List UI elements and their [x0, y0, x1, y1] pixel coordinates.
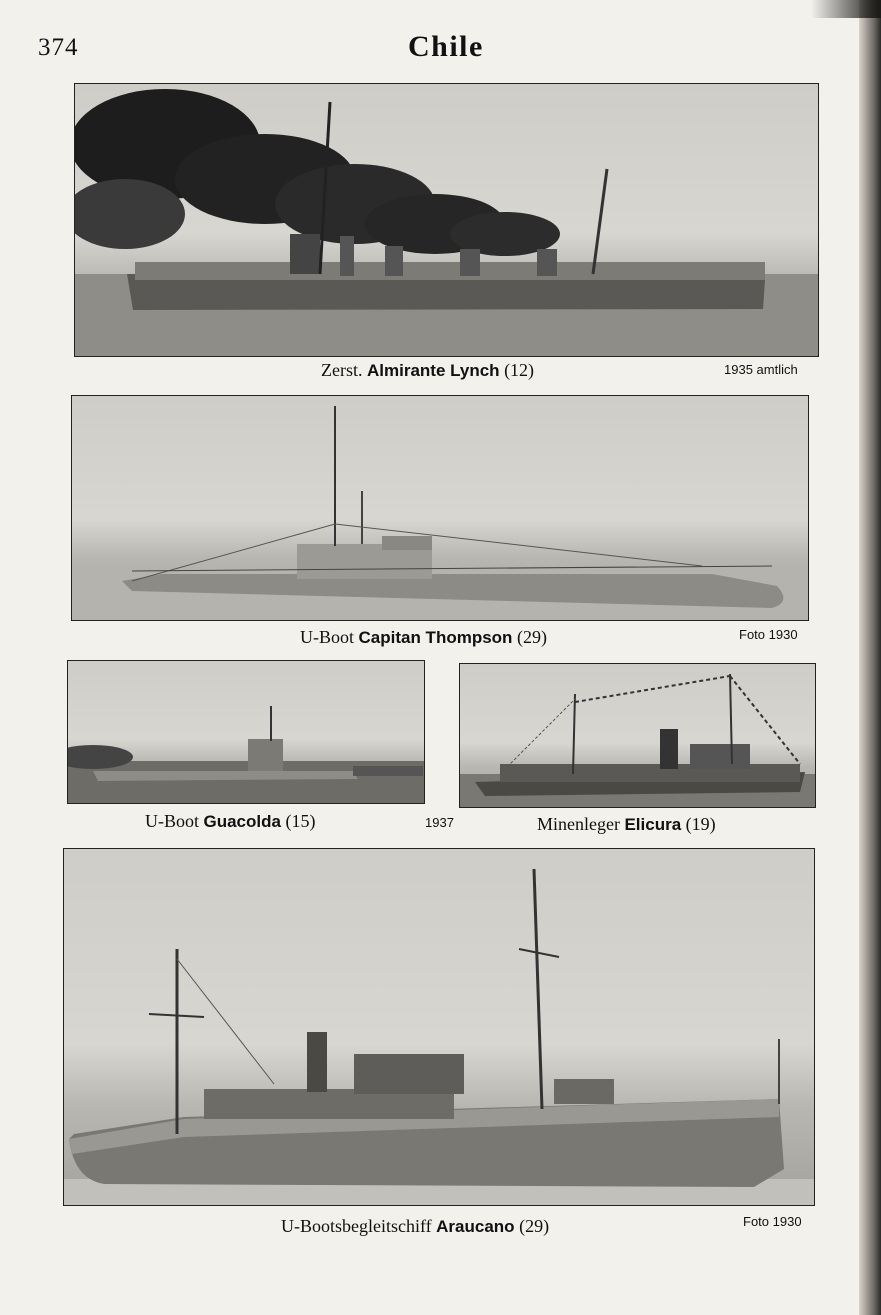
- photo-credit: 1935 amtlich: [724, 362, 798, 377]
- hull-number: (12): [504, 360, 535, 380]
- photo-minelayer-elicura: [459, 663, 816, 808]
- caption-prefix: Zerst.: [321, 360, 363, 380]
- caption-almirante-lynch: [321, 360, 534, 381]
- page-edge-shadow: [859, 0, 881, 1315]
- page-number: 374: [38, 34, 79, 61]
- ship-name: Araucano: [436, 1217, 515, 1236]
- hull-number: (15): [285, 811, 316, 831]
- caption-guacolda: [145, 811, 315, 832]
- caption-prefix: U-Boot: [300, 627, 354, 647]
- photo-destroyer-almirante-lynch: [74, 83, 819, 357]
- page-corner-shadow: [811, 0, 881, 18]
- photo-submarine-capitan-thompson: [71, 395, 809, 621]
- photo-credit: 1937: [425, 815, 454, 830]
- caption-prefix: Minenleger: [537, 814, 620, 834]
- photo-submarine-guacolda: [67, 660, 425, 804]
- ship-name: Guacolda: [203, 812, 281, 831]
- hull-number: (29): [519, 1216, 550, 1236]
- ship-name: Almirante Lynch: [366, 361, 500, 380]
- photo-tender-araucano: [63, 848, 815, 1206]
- caption-prefix: U-Boot: [145, 811, 199, 831]
- caption-capitan-thompson: [300, 627, 547, 648]
- caption-araucano: [281, 1216, 549, 1237]
- hull-number: (19): [685, 814, 716, 834]
- ship-name: Elicura: [624, 815, 682, 834]
- page-title: Chile: [408, 30, 484, 63]
- photo-credit: Foto 1930: [739, 627, 798, 642]
- ship-name: Capitan Thompson: [358, 628, 513, 647]
- caption-elicura: [537, 814, 716, 835]
- photo-credit: Foto 1930: [743, 1214, 802, 1229]
- caption-prefix: U-Bootsbegleitschiff: [281, 1216, 432, 1236]
- hull-number: (29): [516, 627, 547, 647]
